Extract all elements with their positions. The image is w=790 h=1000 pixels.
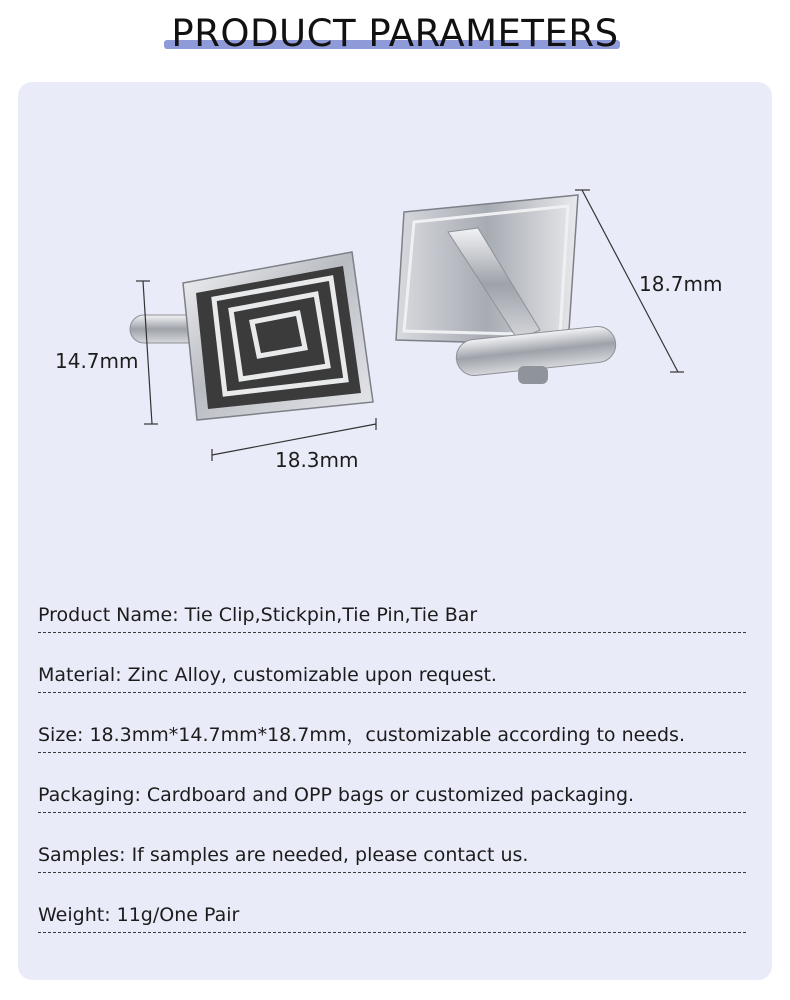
spec-row-weight [38,896,746,956]
spec-dashed-line [38,872,746,873]
spec-list [38,596,746,956]
spec-row-product-name [38,596,746,656]
spec-text: Packaging: Cardboard and OPP bags or customized packaging. [38,784,635,806]
spec-dashed-line [38,932,746,933]
spec-row-material [38,656,746,716]
spec-text: Samples: If samples are needed, please contact us. [38,844,529,866]
height-dimension-line [143,281,152,424]
spec-text: Product Name: Tie Clip,Stickpin,Tie Pin,Tie Bar [38,604,478,626]
depth-dimension-label: 18.7mm [639,272,723,296]
spec-text: Size: 18.3mm*14.7mm*18.7mm，customizable according to needs. [38,724,685,746]
spec-row-size [38,716,746,776]
right-toggle-hinge [518,366,548,384]
height-dimension-label: 14.7mm [55,349,139,373]
width-dimension-label: 18.3mm [275,448,359,472]
spec-text: Weight: 11g/One Pair [38,904,240,926]
spec-row-packaging [38,776,746,836]
spec-dashed-line [38,692,746,693]
page-title: PRODUCT PARAMETERS [171,12,619,55]
left-cufflink [130,252,373,420]
spec-dashed-line [38,812,746,813]
right-cufflink [396,195,617,384]
spec-text: Material: Zinc Alloy, customizable upon request. [38,664,497,686]
spec-row-samples [38,836,746,896]
spec-dashed-line [38,632,746,633]
spec-dashed-line [38,752,746,753]
